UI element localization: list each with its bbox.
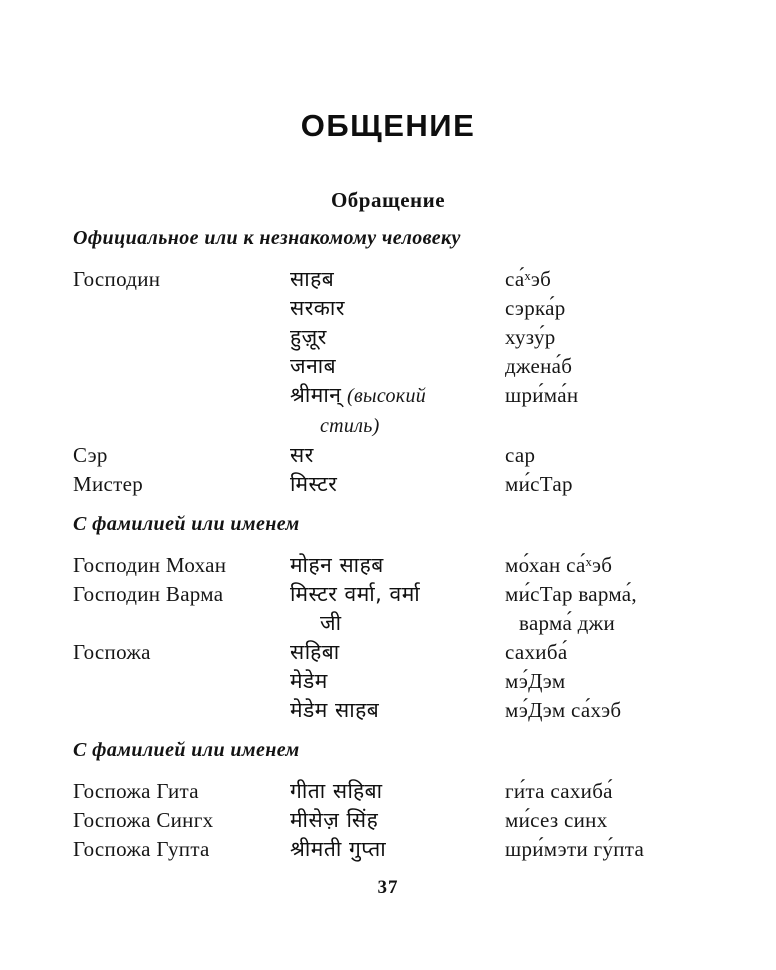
hindi-text: साहब [290, 267, 335, 291]
hindi-cell [290, 835, 505, 864]
transliteration-cell: мэ́Дэм [505, 669, 566, 693]
phrase-section [0, 739, 776, 864]
table-row [73, 580, 766, 609]
hindi-cell [290, 323, 505, 352]
hindi-cell [290, 470, 505, 499]
section-heading: С фамилией или именем [73, 739, 300, 761]
hindi-cell [290, 667, 505, 696]
transliteration-cell: сахиба́ [505, 640, 568, 664]
transliteration-cell [505, 411, 766, 441]
phrase-sections [0, 227, 776, 864]
russian-note: (высокий [347, 385, 427, 407]
transliteration-cell: ми́сТар [505, 472, 573, 496]
russian-cell: Господин [73, 267, 161, 291]
russian-cell [73, 323, 290, 352]
transliteration-cell: шри́мэти гу́пта [505, 837, 645, 861]
transliteration-cell: варма́ джи [519, 611, 615, 635]
russian-cell: Госпожа Гита [73, 779, 199, 803]
hindi-cell [290, 381, 505, 411]
transliteration-cell: ми́сТар варма́, [505, 582, 637, 606]
russian-cell: Госпожа [73, 640, 151, 664]
table-row [73, 352, 766, 381]
hindi-text: मीसेज़ सिंह [290, 808, 379, 832]
hindi-text: मिस्टर [290, 472, 338, 496]
hindi-cell [290, 352, 505, 381]
phrase-section [0, 513, 776, 725]
hindi-cell [290, 696, 505, 725]
hindi-text: मेडेम [290, 669, 328, 693]
transliteration-cell: сэрка́р [505, 296, 566, 320]
russian-cell [73, 609, 290, 638]
transliteration-cell: ги́та сахиба́ [505, 779, 613, 803]
hindi-cell [290, 609, 505, 638]
table-row [73, 696, 766, 725]
phrase-rows [0, 551, 776, 725]
phrase-rows [0, 265, 776, 499]
russian-cell: Госпожа Сингх [73, 808, 214, 832]
hindi-cell [290, 551, 505, 580]
transliteration-cell: сар [505, 443, 536, 467]
hindi-text: जी [320, 611, 342, 635]
russian-cell [73, 667, 290, 696]
hindi-cell [290, 441, 505, 470]
transliteration-cell: хузу́р [505, 325, 556, 349]
transliteration-cell: джена́б [505, 354, 573, 378]
russian-cell [73, 696, 290, 725]
table-row [73, 441, 766, 470]
transliteration-cell: шри́ма́н [505, 383, 579, 407]
russian-cell: Госпожа Гупта [73, 837, 210, 861]
hindi-cell [290, 294, 505, 323]
russian-cell [73, 381, 290, 411]
table-row [73, 411, 766, 441]
hindi-cell [290, 411, 505, 441]
page-number: 37 [377, 877, 399, 898]
hindi-text: मिस्टर वर्मा, वर्मा [290, 582, 421, 606]
hindi-text: जनाब [290, 354, 337, 378]
table-row [73, 470, 766, 499]
page-title: ОБЩЕНИЕ [300, 108, 476, 143]
phrase-section [0, 227, 776, 499]
hindi-cell [290, 265, 505, 294]
hindi-text: श्रीमती गुप्ता [290, 837, 387, 861]
hindi-cell [290, 777, 505, 806]
russian-note: стиль) [320, 415, 380, 437]
russian-cell [73, 294, 290, 323]
transliteration-cell: мэ́Дэм са́хэб [505, 698, 622, 722]
russian-cell: Сэр [73, 443, 108, 467]
russian-cell: Господин Мохан [73, 553, 227, 577]
section-heading: Официальное или к незнакомому человеку [73, 227, 461, 249]
table-row [73, 265, 766, 294]
hindi-text: सरकार [290, 296, 345, 320]
hindi-text: सहिबा [290, 640, 340, 664]
transliteration-cell: са́ˣэб [505, 267, 552, 291]
hindi-text: गीता सहिबा [290, 779, 383, 803]
hindi-text: सर [290, 443, 314, 467]
hindi-text: मोहन साहब [290, 553, 384, 577]
table-row [73, 835, 766, 864]
russian-cell: Господин Варма [73, 582, 224, 606]
transliteration-cell: мо́хан са́ˣэб [505, 553, 613, 577]
table-row [73, 667, 766, 696]
hindi-text: मेडेम साहब [290, 698, 380, 722]
table-row [73, 323, 766, 352]
hindi-cell [290, 580, 505, 609]
table-row [73, 777, 766, 806]
russian-cell [73, 352, 290, 381]
table-row [73, 806, 766, 835]
section-heading: С фамилией или именем [73, 513, 300, 535]
table-row [73, 638, 766, 667]
russian-cell [73, 411, 290, 441]
hindi-cell [290, 638, 505, 667]
chapter-subtitle: Обращение [330, 188, 446, 212]
table-row [73, 551, 766, 580]
table-row [73, 609, 766, 638]
hindi-text: हुज़ूर [290, 325, 327, 349]
table-row [73, 294, 766, 323]
russian-cell: Мистер [73, 472, 144, 496]
table-row [73, 381, 766, 411]
phrase-rows [0, 777, 776, 864]
transliteration-cell: ми́сез синх [505, 808, 608, 832]
hindi-cell [290, 806, 505, 835]
hindi-text: श्रीमान् [290, 383, 342, 407]
